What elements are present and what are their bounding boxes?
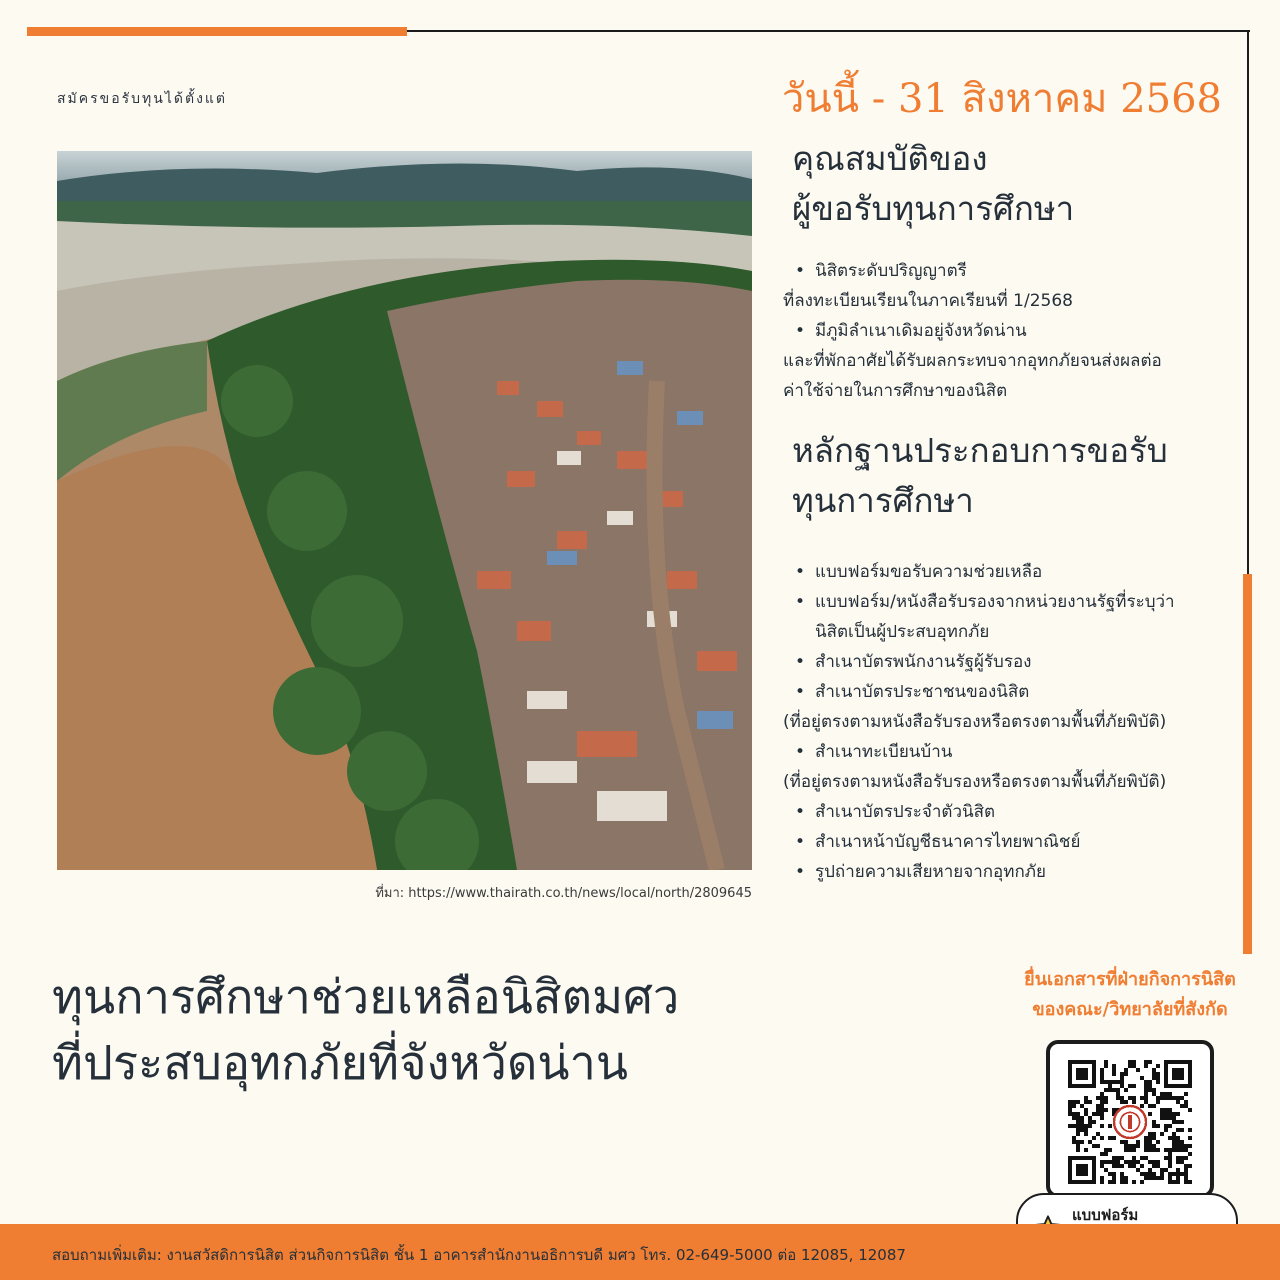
documents-list-item: (ที่อยู่ตรงตามหนังสือรับรองหรือตรงตามพื้นที่ภัยพิบัติ) bbox=[783, 712, 1167, 732]
right-border-line bbox=[1247, 30, 1249, 578]
submit-instructions bbox=[980, 965, 1280, 1025]
documents-list-item: นิสิตเป็นผู้ประสบอุทกภัย bbox=[815, 622, 990, 642]
documents-list-item: • สำเนาบัตรพนักงานรัฐผู้รับรอง bbox=[783, 647, 1241, 677]
documents-list bbox=[783, 557, 1241, 887]
page-title bbox=[52, 965, 812, 1097]
qualifications-list-item: • นิสิตระดับปริญญาตรี bbox=[783, 256, 1233, 286]
qualifications-list-item: ที่ลงทะเบียนเรียนในภาคเรียนที่ 1/2568 bbox=[783, 291, 1073, 311]
form-link-label-line: แบบฟอร์ม bbox=[1072, 1206, 1139, 1224]
documents-heading-line: ทุนการศึกษา bbox=[792, 481, 974, 520]
documents-list-item: • แบบฟอร์มขอรับความช่วยเหลือ bbox=[783, 557, 1241, 587]
documents-list-item: • สำเนาทะเบียนบ้าน bbox=[783, 737, 1241, 767]
documents-heading-line: หลักฐานประกอบการขอรับ bbox=[792, 431, 1168, 470]
qr-code[interactable] bbox=[1068, 1060, 1192, 1184]
contact-info: สอบถามเพิ่มเติม: งานสวัสดิการนิสิต ส่วนกิจการนิสิต ชั้น 1 อาคารสำนักงานอธิการบดี มศว โทร. 02-649-5000 ต่อ 12085, 12087 bbox=[52, 1246, 906, 1264]
submit-instructions-line: ยื่นเอกสารที่ฝ่ายกิจการนิสิต bbox=[1024, 969, 1236, 990]
qualifications-list bbox=[783, 256, 1233, 406]
qualifications-heading-line: คุณสมบัติของ bbox=[792, 139, 988, 178]
top-border-line bbox=[407, 30, 1250, 32]
documents-list-item: (ที่อยู่ตรงตามหนังสือรับรองหรือตรงตามพื้นที่ภัยพิบัติ) bbox=[783, 772, 1167, 792]
documents-heading bbox=[792, 426, 1232, 526]
qr-code-card[interactable] bbox=[1046, 1040, 1214, 1198]
right-accent-bar bbox=[1243, 574, 1252, 954]
flood-aerial-photo bbox=[57, 151, 752, 870]
documents-list-item: • สำเนาหน้าบัญชีธนาคารไทยพาณิชย์ bbox=[783, 827, 1241, 857]
deadline-date: วันนี้ - 31 สิงหาคม 2568 bbox=[781, 76, 1222, 122]
documents-list-item: • แบบฟอร์ม/หนังสือรับรองจากหน่วยงานรัฐที่ระบุว่า bbox=[783, 587, 1241, 617]
documents-list-item: • สำเนาบัตรประชาชนของนิสิต bbox=[783, 677, 1241, 707]
qualifications-heading-line: ผู้ขอรับทุนการศึกษา bbox=[792, 189, 1075, 228]
documents-list-item: • สำเนาบัตรประจำตัวนิสิต bbox=[783, 797, 1241, 827]
qualifications-list-item: และที่พักอาศัยได้รับผลกระทบจากอุทกภัยจนส่งผลต่อ bbox=[783, 351, 1162, 371]
qualifications-list-item: ค่าใช้จ่ายในการศึกษาของนิสิต bbox=[783, 381, 1008, 401]
qualifications-list-item: • มีภูมิลำเนาเดิมอยู่จังหวัดน่าน bbox=[783, 316, 1233, 346]
qualifications-heading bbox=[792, 134, 1232, 234]
page-title-line: ที่ประสบอุทกภัยที่จังหวัดน่าน bbox=[52, 1036, 629, 1091]
apply-since-label: สมัครขอรับทุนได้ตั้งแต่ bbox=[57, 91, 228, 107]
page-title-line: ทุนการศึกษาช่วยเหลือนิสิตมศว bbox=[52, 970, 680, 1025]
documents-list-item: • รูปถ่ายความเสียหายจากอุทกภัย bbox=[783, 857, 1241, 887]
photo-source-caption: ที่มา: https://www.thairath.co.th/news/local/north/2809645 bbox=[375, 886, 752, 901]
top-accent-bar bbox=[27, 27, 407, 36]
submit-instructions-line: ของคณะ/วิทยาลัยที่สังกัด bbox=[1032, 999, 1228, 1020]
